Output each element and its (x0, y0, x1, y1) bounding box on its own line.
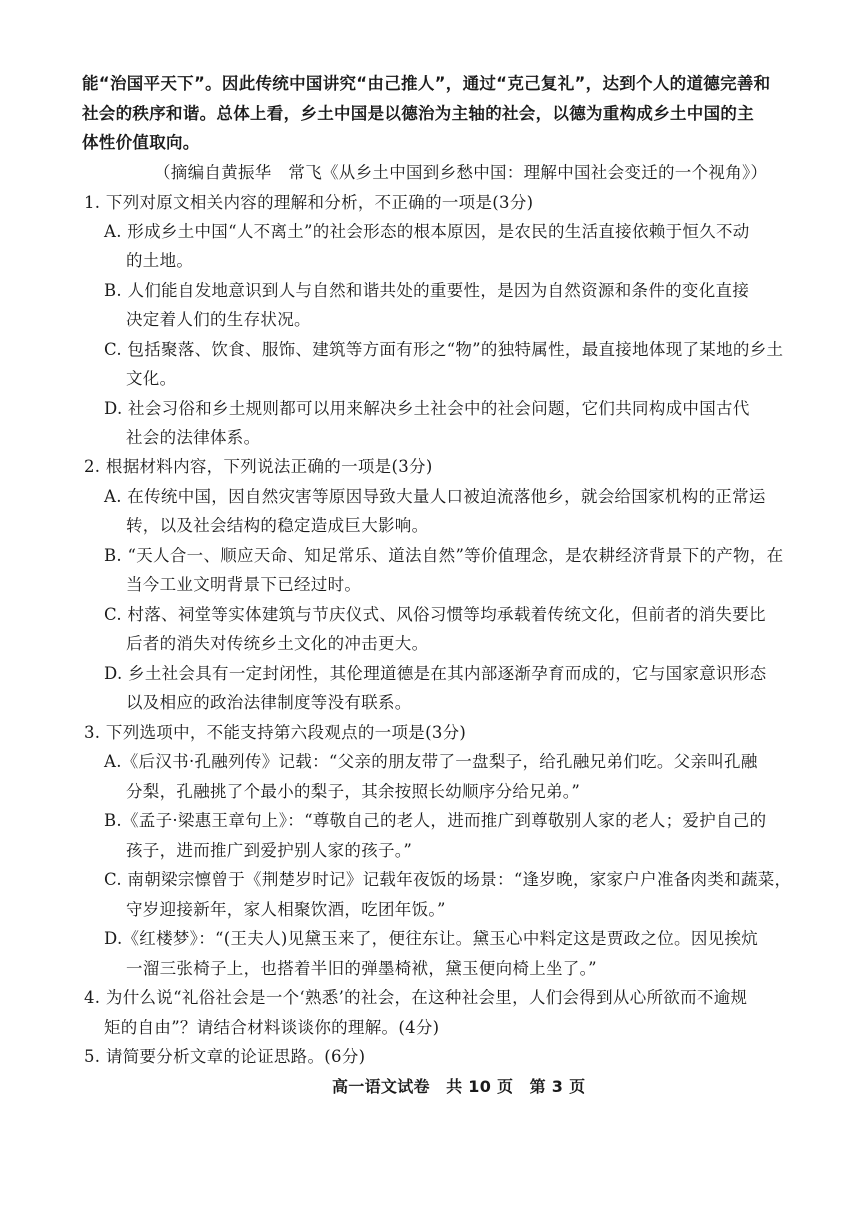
question-4-stem-cont: 矩的自由”？请结合材料谈谈你的理解。(4分) (104, 1018, 440, 1037)
q2-option-c-cont: 后者的消失对传统乡土文化的冲击更大。 (126, 634, 429, 653)
page-footer: 高一语文试卷 共 10 页 第 3 页 (332, 1077, 586, 1096)
q2-option-a: A. 在传统中国，因自然灾害等原因导致大量人口被迫流落他乡，就会给国家机构的正常运 (104, 487, 766, 506)
q2-option-a-cont: 转，以及社会结构的稳定造成巨大影响。 (126, 516, 429, 535)
q3-option-d-cont: 一溜三张椅子上，也搭着半旧的弹墨椅袱，黛玉便向椅上坐了。” (126, 959, 597, 978)
q2-option-d: D. 乡土社会具有一定封闭性，其伦理道德是在其内部逐渐孕育而成的，它与国家意识形态 (104, 664, 767, 683)
q2-option-b: B. “天人合一、顺应天命、知足常乐、道法自然”等价值理念，是农耕经济背景下的产物，在 (104, 546, 784, 565)
q3-option-b-cont: 孩子，进而推广到爱护别人家的孩子。” (126, 841, 413, 860)
passage-line: 体性价值取向。 (82, 133, 200, 152)
q1-option-c: C. 包括聚落、饮食、服饰、建筑等方面有形之“物”的独特属性，最直接地体现了某地的乡土 (104, 340, 784, 359)
q1-option-d: D. 社会习俗和乡土规则都可以用来解决乡土社会中的社会问题，它们共同构成中国古代 (104, 399, 750, 418)
question-1-stem: 1. 下列对原文相关内容的理解和分析，不正确的一项是(3分) (84, 193, 534, 212)
q2-option-b-cont: 当今工业文明背景下已经过时。 (126, 575, 362, 594)
q3-option-a: A.《后汉书·孔融列传》记载：“父亲的朋友带了一盘梨子，给孔融兄弟们吃。父亲叫孔融 (104, 752, 758, 771)
q1-option-a: A. 形成乡土中国“人不离土”的社会形态的根本原因，是农民的生活直接依赖于恒久不动 (104, 222, 750, 241)
question-2-stem: 2. 根据材料内容，下列说法正确的一项是(3分) (84, 457, 433, 476)
q1-option-b-cont: 决定着人们的生存状况。 (126, 310, 311, 329)
question-5-stem: 5. 请简要分析文章的论证思路。(6分) (84, 1047, 366, 1066)
q2-option-c: C. 村落、祠堂等实体建筑与节庆仪式、风俗习惯等均承载着传统文化，但前者的消失要比 (104, 605, 766, 624)
question-4-stem: 4. 为什么说“礼俗社会是一个‘熟悉’的社会，在这种社会里，人们会得到从心所欲而不逾规 (84, 988, 748, 1007)
q1-option-c-cont: 文化。 (126, 369, 177, 388)
q3-option-d: D.《红楼梦》：“(王夫人)见黛玉来了，便往东让。黛玉心中料定这是贾政之位。因见挨炕 (104, 929, 759, 948)
passage-line: 社会的秩序和谐。总体上看，乡土中国是以德治为主轴的社会，以德为重构成乡土中国的主 (82, 104, 754, 123)
passage-source: （摘编自黄振华 常飞《从乡土中国到乡愁中国：理解中国社会变迁的一个视角》） (154, 163, 768, 182)
passage-line: 能“治国平天下”。因此传统中国讲究“由己推人”，通过“克己复礼”，达到个人的道德完善和 (82, 74, 771, 93)
question-3-stem: 3. 下列选项中，不能支持第六段观点的一项是(3分) (84, 723, 467, 742)
q1-option-b: B. 人们能自发地意识到人与自然和谐共处的重要性，是因为自然资源和条件的变化直接 (104, 281, 750, 300)
q1-option-a-cont: 的土地。 (126, 251, 194, 270)
q3-option-a-cont: 分梨，孔融挑了个最小的梨子，其余按照长幼顺序分给兄弟。” (126, 782, 581, 801)
q3-option-c-cont: 守岁迎接新年，家人相聚饮酒，吃团年饭。” (126, 900, 446, 919)
q3-option-c: C. 南朝梁宗懔曾于《荆楚岁时记》记载年夜饭的场景：“逢岁晚，家家户户准备肉类和蔬菜， (104, 870, 792, 889)
q1-option-d-cont: 社会的法律体系。 (126, 428, 261, 447)
q3-option-b: B.《孟子·梁惠王章句上》：“尊敬自己的老人，进而推广到尊敬别人家的老人；爱护自己的 (104, 811, 767, 830)
q2-option-d-cont: 以及相应的政治法律制度等没有联系。 (126, 693, 412, 712)
